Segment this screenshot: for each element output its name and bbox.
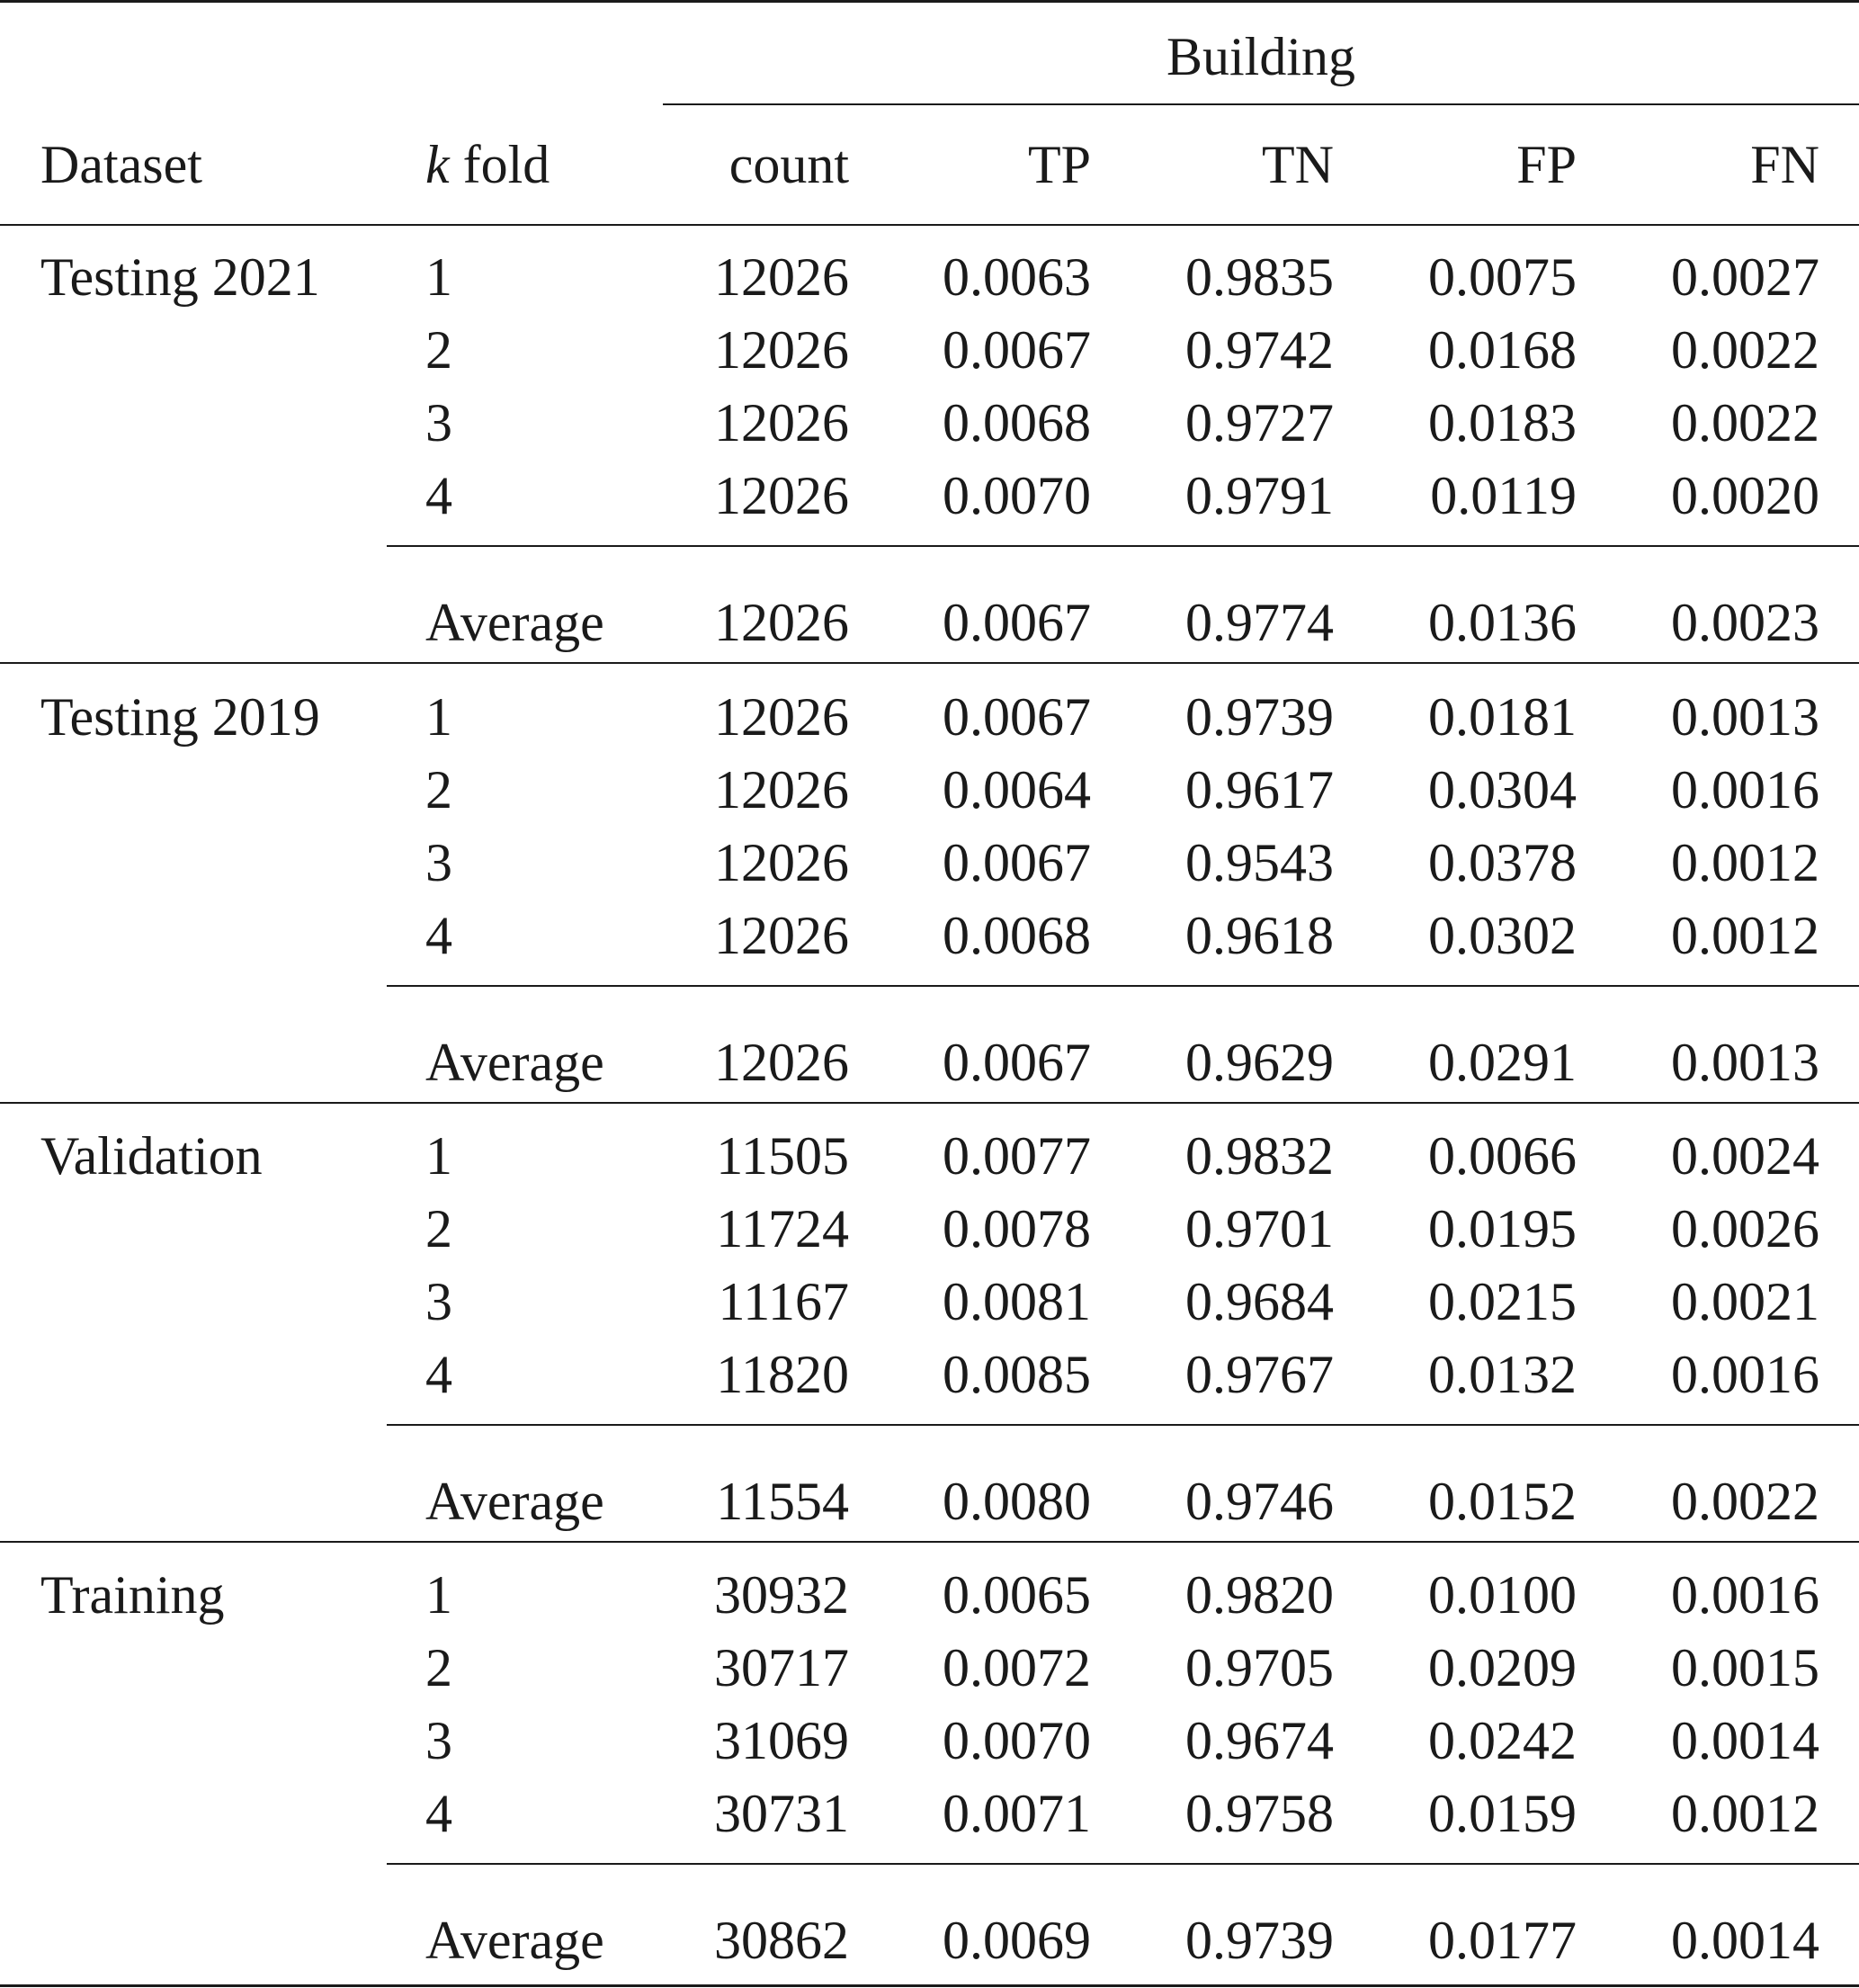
cell-count: 12026 (714, 320, 849, 380)
column-header-tp: TP (1027, 135, 1091, 194)
group-separator-rule (0, 1541, 1859, 1543)
cell-tp: 0.0077 (943, 1126, 1091, 1186)
kfold-value: 3 (425, 833, 452, 892)
cell-tp: 0.0072 (943, 1638, 1091, 1697)
cell-tp: 0.0078 (943, 1199, 1091, 1258)
cell-tp: 0.0070 (943, 466, 1091, 525)
average-tn: 0.9774 (1185, 593, 1334, 652)
cell-tn: 0.9767 (1185, 1345, 1334, 1404)
cell-tp: 0.0065 (943, 1565, 1091, 1625)
average-tn: 0.9739 (1185, 1911, 1334, 1970)
cell-tn: 0.9758 (1185, 1784, 1334, 1843)
cell-tp: 0.0071 (943, 1784, 1091, 1843)
cell-tn: 0.9835 (1185, 247, 1334, 307)
cell-tn: 0.9617 (1185, 760, 1334, 819)
cell-tn: 0.9618 (1185, 906, 1334, 965)
cell-fp: 0.0159 (1428, 1784, 1577, 1843)
cell-count: 30932 (714, 1565, 849, 1625)
column-header-dataset: Dataset (40, 135, 202, 194)
cell-fp: 0.0302 (1428, 906, 1577, 965)
cell-count: 12026 (714, 760, 849, 819)
cell-tn: 0.9742 (1185, 320, 1334, 380)
cell-count: 11167 (718, 1272, 849, 1331)
cell-count: 12026 (714, 687, 849, 747)
header-rule (0, 224, 1859, 226)
kfold-value: 1 (425, 687, 452, 747)
cell-tn: 0.9705 (1185, 1638, 1334, 1697)
column-header-tn: TN (1262, 135, 1334, 194)
column-header-count: count (728, 135, 849, 194)
kfold-rest-label: fold (449, 135, 550, 194)
cell-tn: 0.9727 (1185, 393, 1334, 452)
cell-count: 11505 (716, 1126, 849, 1186)
building-group-underline (663, 103, 1859, 105)
cell-fp: 0.0075 (1428, 247, 1577, 307)
group-separator-rule (0, 1102, 1859, 1104)
average-rule (387, 545, 1859, 547)
average-count: 12026 (714, 593, 849, 652)
cell-tn: 0.9832 (1185, 1126, 1334, 1186)
cell-fn: 0.0022 (1671, 393, 1819, 452)
average-label: Average (425, 1472, 604, 1531)
average-fn: 0.0023 (1671, 593, 1819, 652)
cell-count: 11724 (716, 1199, 849, 1258)
cell-fn: 0.0016 (1671, 1565, 1819, 1625)
average-tp: 0.0069 (943, 1911, 1091, 1970)
cell-fp: 0.0181 (1428, 687, 1577, 747)
cell-fn: 0.0022 (1671, 320, 1819, 380)
average-tp: 0.0067 (943, 1033, 1091, 1092)
cell-fp: 0.0242 (1428, 1711, 1577, 1770)
cell-fp: 0.0132 (1428, 1345, 1577, 1404)
cell-tp: 0.0067 (943, 833, 1091, 892)
kfold-value: 3 (425, 393, 452, 452)
bottom-rule (0, 1984, 1859, 1987)
cell-tp: 0.0085 (943, 1345, 1091, 1404)
cell-tp: 0.0081 (943, 1272, 1091, 1331)
average-fn: 0.0013 (1671, 1033, 1819, 1092)
cell-fn: 0.0015 (1671, 1638, 1819, 1697)
cell-tn: 0.9791 (1185, 466, 1334, 525)
cell-fn: 0.0013 (1671, 687, 1819, 747)
cell-fn: 0.0026 (1671, 1199, 1819, 1258)
cell-count: 12026 (714, 466, 849, 525)
cell-count: 12026 (714, 247, 849, 307)
cell-tp: 0.0064 (943, 760, 1091, 819)
kfold-value: 2 (425, 1638, 452, 1697)
cell-count: 12026 (714, 906, 849, 965)
building-group-header: Building (1166, 27, 1356, 86)
average-tn: 0.9746 (1185, 1472, 1334, 1531)
column-header-fn: FN (1750, 135, 1819, 194)
average-rule (387, 1863, 1859, 1865)
kfold-value: 1 (425, 1126, 452, 1186)
average-count: 11554 (716, 1472, 849, 1531)
cell-count: 30717 (714, 1638, 849, 1697)
cell-fn: 0.0021 (1671, 1272, 1819, 1331)
cell-tn: 0.9820 (1185, 1565, 1334, 1625)
average-label: Average (425, 1911, 604, 1970)
average-rule (387, 985, 1859, 987)
cell-fp: 0.0195 (1428, 1199, 1577, 1258)
average-fp: 0.0291 (1428, 1033, 1577, 1092)
cell-fn: 0.0012 (1671, 833, 1819, 892)
cell-fp: 0.0215 (1428, 1272, 1577, 1331)
cell-count: 12026 (714, 833, 849, 892)
cell-fn: 0.0016 (1671, 760, 1819, 819)
kfold-value: 4 (425, 1784, 452, 1843)
cell-fp: 0.0304 (1428, 760, 1577, 819)
kfold-value: 2 (425, 1199, 452, 1258)
average-rule (387, 1424, 1859, 1426)
cell-tn: 0.9674 (1185, 1711, 1334, 1770)
cell-count: 30731 (714, 1784, 849, 1843)
cell-tp: 0.0067 (943, 687, 1091, 747)
average-fp: 0.0177 (1428, 1911, 1577, 1970)
cell-count: 11820 (716, 1345, 849, 1404)
average-count: 12026 (714, 1033, 849, 1092)
average-fn: 0.0014 (1671, 1911, 1819, 1970)
kfold-value: 1 (425, 1565, 452, 1625)
dataset-name: Validation (40, 1126, 263, 1186)
kfold-value: 1 (425, 247, 452, 307)
cell-tn: 0.9543 (1185, 833, 1334, 892)
column-header-fp: FP (1516, 135, 1577, 194)
average-count: 30862 (714, 1911, 849, 1970)
kfold-value: 4 (425, 1345, 452, 1404)
kfold-value: 2 (425, 760, 452, 819)
cell-fn: 0.0020 (1671, 466, 1819, 525)
kfold-value: 3 (425, 1272, 452, 1331)
average-fn: 0.0022 (1671, 1472, 1819, 1531)
cell-fn: 0.0012 (1671, 1784, 1819, 1843)
cell-fp: 0.0378 (1428, 833, 1577, 892)
cell-tp: 0.0067 (943, 320, 1091, 380)
average-tn: 0.9629 (1185, 1033, 1334, 1092)
cell-fn: 0.0027 (1671, 247, 1819, 307)
average-fp: 0.0152 (1428, 1472, 1577, 1531)
cell-fp: 0.0183 (1428, 393, 1577, 452)
cell-fn: 0.0014 (1671, 1711, 1819, 1770)
cell-tp: 0.0070 (943, 1711, 1091, 1770)
cell-fp: 0.0066 (1428, 1126, 1577, 1186)
average-label: Average (425, 593, 604, 652)
cell-count: 12026 (714, 393, 849, 452)
cell-tp: 0.0068 (943, 393, 1091, 452)
average-label: Average (425, 1033, 604, 1092)
dataset-name: Testing 2019 (40, 687, 320, 747)
cell-tp: 0.0068 (943, 906, 1091, 965)
cell-fp: 0.0168 (1428, 320, 1577, 380)
dataset-name: Training (40, 1565, 225, 1625)
average-tp: 0.0067 (943, 593, 1091, 652)
cell-fn: 0.0012 (1671, 906, 1819, 965)
cell-fp: 0.0209 (1428, 1638, 1577, 1697)
average-fp: 0.0136 (1428, 593, 1577, 652)
cell-fn: 0.0016 (1671, 1345, 1819, 1404)
group-separator-rule (0, 662, 1859, 664)
kfold-value: 4 (425, 466, 452, 525)
dataset-name: Testing 2021 (40, 247, 320, 307)
top-rule (0, 0, 1859, 3)
cell-tn: 0.9701 (1185, 1199, 1334, 1258)
kfold-k-label: k (425, 135, 450, 194)
cell-tn: 0.9684 (1185, 1272, 1334, 1331)
column-header-kfold (425, 135, 550, 194)
cell-fp: 0.0100 (1428, 1565, 1577, 1625)
kfold-value: 3 (425, 1711, 452, 1770)
average-tp: 0.0080 (943, 1472, 1091, 1531)
cell-tn: 0.9739 (1185, 687, 1334, 747)
cell-fp: 0.0119 (1430, 466, 1577, 525)
kfold-value: 2 (425, 320, 452, 380)
kfold-value: 4 (425, 906, 452, 965)
cell-fn: 0.0024 (1671, 1126, 1819, 1186)
cell-count: 31069 (714, 1711, 849, 1770)
cell-tp: 0.0063 (943, 247, 1091, 307)
